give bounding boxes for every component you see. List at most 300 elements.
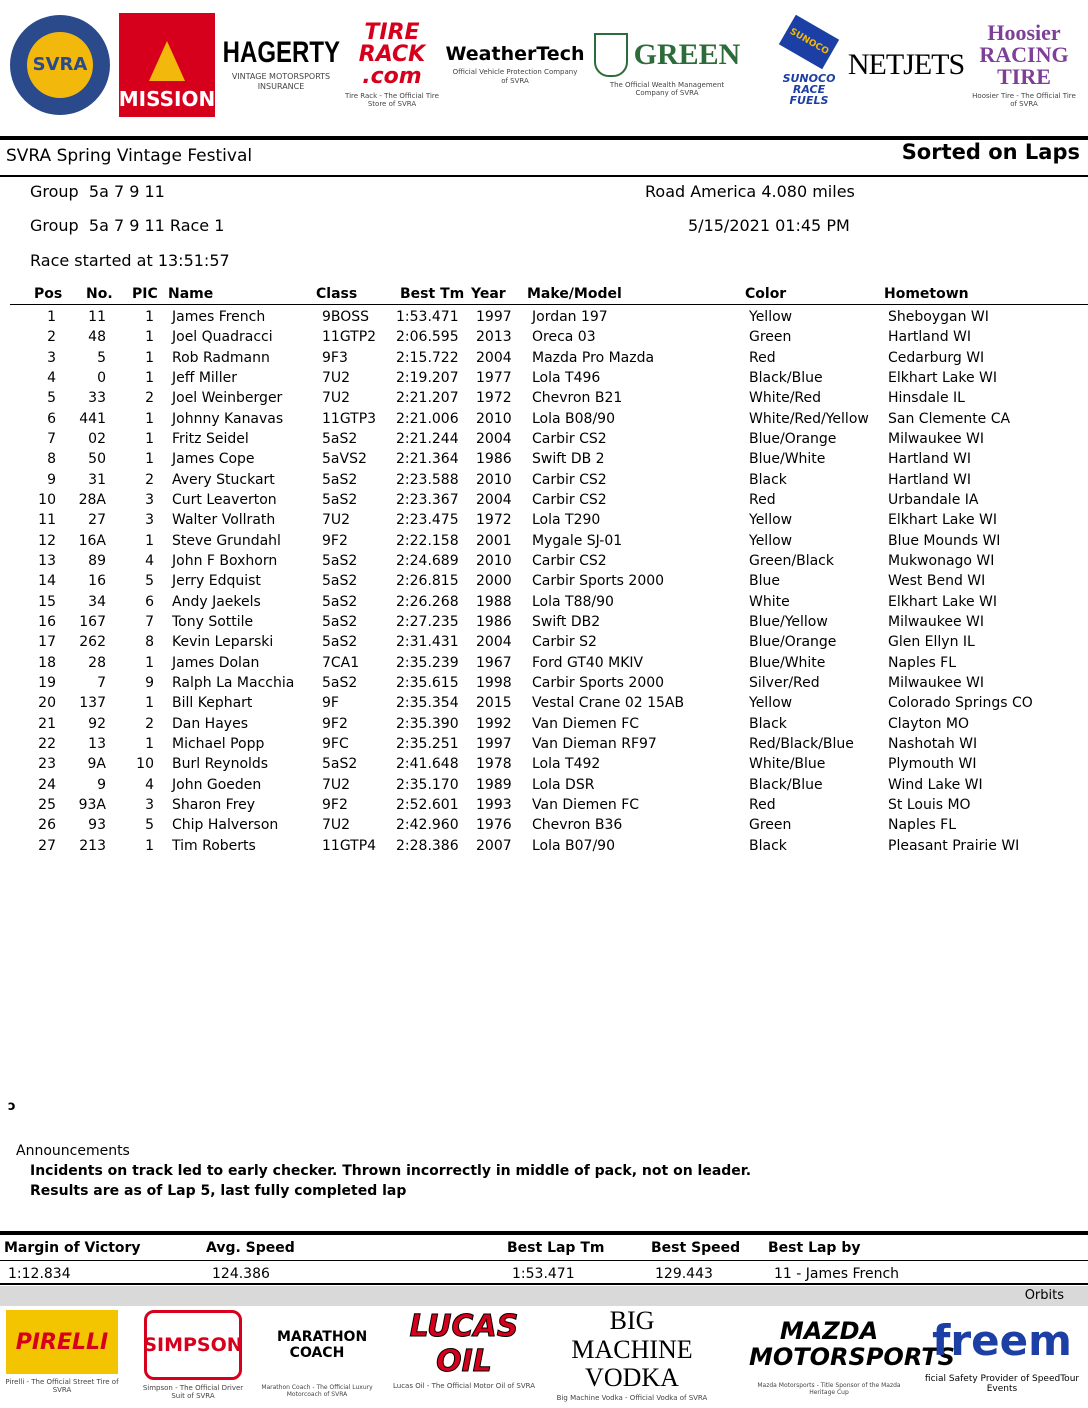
netjets-logo: NETJETS [847, 48, 965, 81]
color-cell: Blue/Yellow [749, 614, 828, 630]
class-cell: 9F2 [322, 533, 348, 549]
best-time-cell: 2:23.367 [396, 492, 459, 508]
make-model-cell: Carbir Sports 2000 [532, 573, 665, 589]
make-model-cell: Carbir Sports 2000 [532, 675, 665, 691]
pic-cell: 4 [145, 553, 154, 569]
year-cell: 1972 [476, 512, 512, 528]
best-time-cell: 2:27.235 [396, 614, 459, 630]
driver-name-cell: Joel Weinberger [172, 390, 283, 406]
table-row [0, 411, 1088, 431]
simpson-logo: SIMPSON Simpson - The Official Driver Suit of SVRA [138, 1310, 248, 1408]
lucas-oil-logo: LUCAS OIL Lucas Oil - The Official Motor Oil of SVRA [392, 1309, 536, 1390]
color-cell: Blue [749, 573, 780, 589]
car-number-cell: 441 [79, 411, 106, 427]
class-cell: 5aVS2 [322, 451, 367, 467]
make-model-cell: Lola T290 [532, 512, 601, 528]
car-number-cell: 93A [78, 797, 106, 813]
color-cell: Blue/Orange [749, 634, 837, 650]
make-model-cell: Lola T88/90 [532, 594, 614, 610]
best-speed-label: Best Speed [651, 1240, 741, 1256]
summary-bottom-rule [0, 1283, 1088, 1285]
class-cell: 9F2 [322, 797, 348, 813]
table-row [0, 573, 1088, 593]
hometown-cell: Naples FL [888, 655, 957, 671]
car-number-cell: 27 [88, 512, 106, 528]
color-cell: Red [749, 797, 776, 813]
class-cell: 5aS2 [322, 573, 358, 589]
pic-cell: 3 [145, 797, 154, 813]
hometown-cell: Blue Mounds WI [888, 533, 1001, 549]
table-row [0, 553, 1088, 573]
race-label: Group 5a 7 9 11 Race 1 [30, 216, 225, 235]
year-cell: 1972 [476, 390, 512, 406]
pic-cell: 1 [145, 695, 154, 711]
color-cell: Red/Black/Blue [749, 736, 854, 752]
make-model-cell: Carbir CS2 [532, 431, 607, 447]
best-time-cell: 2:35.615 [396, 675, 459, 691]
pic-cell: 3 [145, 492, 154, 508]
driver-name-cell: Dan Hayes [172, 716, 248, 732]
pic-cell: 1 [145, 838, 154, 854]
color-cell: Green [749, 817, 792, 833]
class-cell: 5aS2 [322, 614, 358, 630]
race-start-time: Race started at 13:51:57 [30, 251, 230, 270]
car-number-cell: 0 [97, 370, 106, 386]
make-model-cell: Lola B07/90 [532, 838, 615, 854]
best-time-cell: 2:35.239 [396, 655, 459, 671]
class-cell: 11GTP4 [322, 838, 377, 854]
pos-cell: 7 [47, 431, 56, 447]
best-time-cell: 1:53.471 [396, 309, 459, 325]
table-row [0, 492, 1088, 512]
class-cell: 5aS2 [322, 634, 358, 650]
color-cell: White/Red/Yellow [749, 411, 869, 427]
car-number-cell: 9A [87, 756, 106, 772]
year-cell: 1998 [476, 675, 512, 691]
best-time-cell: 2:41.648 [396, 756, 459, 772]
color-cell: Blue/White [749, 451, 826, 467]
pos-cell: 5 [47, 390, 56, 406]
hometown-cell: Glen Ellyn IL [888, 634, 975, 650]
pos-cell: 23 [38, 756, 56, 772]
table-row [0, 512, 1088, 532]
year-cell: 2004 [476, 431, 512, 447]
class-cell: 9FC [322, 736, 349, 752]
color-cell: Black [749, 472, 787, 488]
hometown-cell: Cedarburg WI [888, 350, 985, 366]
best-time-cell: 2:21.364 [396, 451, 459, 467]
summary-top-rule [0, 1231, 1088, 1235]
car-number-cell: 167 [79, 614, 106, 630]
best-time-cell: 2:52.601 [396, 797, 459, 813]
year-cell: 2013 [476, 329, 512, 345]
orbits-bar [0, 1286, 1088, 1306]
class-cell: 7U2 [322, 370, 351, 386]
table-row [0, 472, 1088, 492]
pos-cell: 4 [47, 370, 56, 386]
table-row [0, 756, 1088, 776]
year-cell: 1997 [476, 736, 512, 752]
driver-name-cell: Burl Reynolds [172, 756, 269, 772]
marathon-coach-logo: MARATHON COACH Marathon Coach - The Official Luxury Motorcoach of SVRA [261, 1329, 373, 1398]
color-cell: Green [749, 329, 792, 345]
car-number-cell: 31 [88, 472, 106, 488]
year-cell: 1967 [476, 655, 512, 671]
hometown-cell: Elkhart Lake WI [888, 594, 998, 610]
green-shield-icon [594, 33, 628, 77]
car-number-cell: 262 [79, 634, 106, 650]
year-cell: 2007 [476, 838, 512, 854]
table-row [0, 817, 1088, 837]
hometown-cell: Mukwonago WI [888, 553, 995, 569]
pic-cell: 6 [145, 594, 154, 610]
race-datetime: 5/15/2021 01:45 PM [688, 216, 850, 235]
mazda-logo: MAZDA MOTORSPORTS Mazda Motorsports - Title Sponsor of the Mazda Heritage Cup [749, 1316, 955, 1396]
best-time-cell: 2:23.475 [396, 512, 459, 528]
hometown-cell: West Bend WI [888, 573, 986, 589]
car-number-cell: 9 [97, 777, 106, 793]
car-number-cell: 92 [88, 716, 106, 732]
pos-cell: 9 [47, 472, 56, 488]
driver-name-cell: Andy Jaekels [172, 594, 261, 610]
driver-name-cell: Avery Stuckart [172, 472, 275, 488]
color-cell: Yellow [749, 533, 793, 549]
table-row [0, 309, 1088, 329]
color-cell: Red [749, 350, 776, 366]
car-number-cell: 48 [88, 329, 106, 345]
driver-name-cell: Chip Halverson [172, 817, 279, 833]
col-no: No. [86, 286, 113, 302]
driver-name-cell: Johnny Kanavas [172, 411, 284, 427]
table-row [0, 431, 1088, 451]
car-number-cell: 34 [88, 594, 106, 610]
hometown-cell: Urbandale IA [888, 492, 979, 508]
sunoco-logo: SUNOCO SUNOCO RACE FUELS [774, 0, 844, 130]
class-cell: 7U2 [322, 777, 351, 793]
year-cell: 2004 [476, 492, 512, 508]
make-model-cell: Chevron B36 [532, 817, 623, 833]
pirelli-logo: PIRELLI Pirelli - The Official Street Tire of SVRA [4, 1310, 120, 1408]
driver-name-cell: Sharon Frey [172, 797, 256, 813]
pic-cell: 7 [145, 614, 154, 630]
make-model-cell: Carbir CS2 [532, 553, 607, 569]
color-cell: Yellow [749, 309, 793, 325]
best-time-cell: 2:19.207 [396, 370, 459, 386]
make-model-cell: Carbir CS2 [532, 472, 607, 488]
class-cell: 7CA1 [322, 655, 360, 671]
table-row [0, 451, 1088, 471]
group-label: Group 5a 7 9 11 [30, 182, 165, 201]
best-time-cell: 2:22.158 [396, 533, 459, 549]
car-number-cell: 33 [88, 390, 106, 406]
track-label: Road America 4.080 miles [645, 182, 855, 201]
driver-name-cell: Michael Popp [172, 736, 265, 752]
pos-cell: 19 [38, 675, 56, 691]
pos-cell: 1 [47, 309, 56, 325]
pos-cell: 25 [38, 797, 56, 813]
best-lap-by-value: 11 - James French [774, 1266, 900, 1282]
col-hometown: Hometown [884, 286, 969, 302]
hometown-cell: Naples FL [888, 817, 957, 833]
pic-cell: 1 [145, 411, 154, 427]
make-model-cell: Oreca 03 [532, 329, 596, 345]
hometown-cell: Colorado Springs CO [888, 695, 1033, 711]
pic-cell: 1 [145, 329, 154, 345]
tire-rack-logo: TIRE RACK .com Tire Rack - The Official Tire Store of SVRA [345, 19, 439, 108]
make-model-cell: Ford GT40 MKIV [532, 655, 644, 671]
pic-cell: 2 [145, 390, 154, 406]
driver-name-cell: Bill Kephart [172, 695, 253, 711]
driver-name-cell: James Dolan [172, 655, 260, 671]
weathertech-logo: WeatherTech Official Vehicle Protection Company of SVRA [445, 43, 585, 85]
hometown-cell: Plymouth WI [888, 756, 977, 772]
hometown-cell: Hartland WI [888, 472, 972, 488]
year-cell: 1988 [476, 594, 512, 610]
driver-name-cell: Kevin Leparski [172, 634, 274, 650]
col-best: Best Tm [400, 286, 465, 302]
make-model-cell: Swift DB2 [532, 614, 601, 630]
pic-cell: 5 [145, 573, 154, 589]
avg-speed-value: 124.386 [212, 1266, 270, 1282]
hoosier-logo: Hoosier RACING TIRE Hoosier Tire - The Official Tire of SVRA [972, 19, 1076, 108]
best-time-cell: 2:28.386 [396, 838, 459, 854]
color-cell: Red [749, 492, 776, 508]
best-time-cell: 2:15.722 [396, 350, 459, 366]
hagerty-logo: HAGERTY VINTAGE MOTORSPORTS INSURANCE [222, 36, 340, 91]
best-time-cell: 2:21.244 [396, 431, 459, 447]
driver-name-cell: Jerry Edquist [172, 573, 261, 589]
driver-name-cell: Steve Grundahl [172, 533, 281, 549]
best-time-cell: 2:42.960 [396, 817, 459, 833]
driver-name-cell: Joel Quadracci [172, 329, 273, 345]
table-row [0, 675, 1088, 695]
pos-cell: 20 [38, 695, 56, 711]
pos-cell: 3 [47, 350, 56, 366]
announcement-line-1: Incidents on track led to early checker. Thrown incorrectly in middle of pack, not on leader. [30, 1163, 752, 1179]
car-number-cell: 16A [78, 533, 106, 549]
hometown-cell: San Clemente CA [888, 411, 1011, 427]
orbits-label: Orbits [1024, 1288, 1064, 1303]
make-model-cell: Van Diemen FC [532, 716, 640, 732]
table-row [0, 655, 1088, 675]
table-row [0, 329, 1088, 349]
best-time-cell: 2:35.354 [396, 695, 459, 711]
year-cell: 2001 [476, 533, 512, 549]
color-cell: Black [749, 838, 787, 854]
pic-cell: 1 [145, 350, 154, 366]
color-cell: White/Red [749, 390, 822, 406]
best-time-cell: 2:24.689 [396, 553, 459, 569]
best-time-cell: 2:21.006 [396, 411, 459, 427]
best-time-cell: 2:35.390 [396, 716, 459, 732]
best-time-cell: 2:31.431 [396, 634, 459, 650]
pic-cell: 2 [145, 716, 154, 732]
car-number-cell: 28 [88, 655, 106, 671]
year-cell: 2010 [476, 553, 512, 569]
table-row [0, 716, 1088, 736]
hometown-cell: Sheboygan WI [888, 309, 989, 325]
best-lap-time-value: 1:53.471 [512, 1266, 575, 1282]
title-rule [0, 175, 1088, 177]
pic-cell: 1 [145, 309, 154, 325]
color-cell: Silver/Red [749, 675, 820, 691]
table-row [0, 614, 1088, 634]
class-cell: 5aS2 [322, 553, 358, 569]
make-model-cell: Jordan 197 [532, 309, 608, 325]
announcements-title: Announcements [16, 1143, 130, 1159]
stray-mark: ɔ [8, 1099, 16, 1114]
pos-cell: 15 [38, 594, 56, 610]
table-row [0, 533, 1088, 553]
year-cell: 2004 [476, 634, 512, 650]
pic-cell: 5 [145, 817, 154, 833]
year-cell: 1989 [476, 777, 512, 793]
make-model-cell: Van Dieman RF97 [532, 736, 657, 752]
class-cell: 5aS2 [322, 756, 358, 772]
class-cell: 5aS2 [322, 492, 358, 508]
make-model-cell: Carbir S2 [532, 634, 597, 650]
margin-of-victory-label: Margin of Victory [4, 1240, 141, 1256]
freem-logo: freem ficial Safety Provider of SpeedTour Events [924, 1315, 1080, 1394]
hometown-cell: Hartland WI [888, 329, 972, 345]
col-color: Color [745, 286, 787, 302]
event-title: SVRA Spring Vintage Festival [6, 146, 253, 166]
pos-cell: 18 [38, 655, 56, 671]
pos-cell: 12 [38, 533, 56, 549]
pic-cell: 1 [145, 655, 154, 671]
color-cell: Blue/White [749, 655, 826, 671]
color-cell: Blue/Orange [749, 431, 837, 447]
pos-cell: 13 [38, 553, 56, 569]
make-model-cell: Lola T496 [532, 370, 601, 386]
car-number-cell: 7 [97, 675, 106, 691]
pos-cell: 21 [38, 716, 56, 732]
table-row [0, 777, 1088, 797]
pic-cell: 1 [145, 431, 154, 447]
year-cell: 2015 [476, 695, 512, 711]
class-cell: 5aS2 [322, 431, 358, 447]
best-time-cell: 2:35.170 [396, 777, 459, 793]
table-row [0, 350, 1088, 370]
car-number-cell: 13 [88, 736, 106, 752]
hometown-cell: Milwaukee WI [888, 614, 985, 630]
table-row [0, 736, 1088, 756]
color-cell: Black [749, 716, 787, 732]
year-cell: 2010 [476, 411, 512, 427]
pos-cell: 17 [38, 634, 56, 650]
color-cell: Yellow [749, 512, 793, 528]
car-number-cell: 16 [88, 573, 106, 589]
year-cell: 1976 [476, 817, 512, 833]
color-cell: Black/Blue [749, 777, 823, 793]
best-time-cell: 2:26.815 [396, 573, 459, 589]
table-row [0, 390, 1088, 410]
hometown-cell: Pleasant Prairie WI [888, 838, 1020, 854]
col-name: Name [168, 286, 214, 302]
table-row [0, 634, 1088, 654]
pic-cell: 9 [145, 675, 154, 691]
avg-speed-label: Avg. Speed [206, 1240, 295, 1256]
hometown-cell: Milwaukee WI [888, 431, 985, 447]
year-cell: 1977 [476, 370, 512, 386]
make-model-cell: Lola DSR [532, 777, 595, 793]
make-model-cell: Lola B08/90 [532, 411, 615, 427]
make-model-cell: Mazda Pro Mazda [532, 350, 655, 366]
class-cell: 7U2 [322, 512, 351, 528]
table-row [0, 370, 1088, 390]
make-model-cell: Carbir CS2 [532, 492, 607, 508]
table-row [0, 838, 1088, 858]
pic-cell: 1 [145, 370, 154, 386]
driver-name-cell: Fritz Seidel [172, 431, 249, 447]
color-cell: Green/Black [749, 553, 834, 569]
summary-mid-rule [0, 1260, 1088, 1261]
sort-label: Sorted on Laps [901, 140, 1080, 164]
car-number-cell: 137 [79, 695, 106, 711]
make-model-cell: Vestal Crane 02 15AB [532, 695, 685, 711]
class-cell: 5aS2 [322, 675, 358, 691]
pic-cell: 10 [136, 756, 154, 772]
col-make: Make/Model [527, 286, 622, 302]
pos-cell: 22 [38, 736, 56, 752]
best-time-cell: 2:26.268 [396, 594, 459, 610]
car-number-cell: 11 [88, 309, 106, 325]
table-row [0, 594, 1088, 614]
driver-name-cell: James Cope [172, 451, 255, 467]
best-time-cell: 2:21.207 [396, 390, 459, 406]
color-cell: White [749, 594, 790, 610]
col-year: Year [471, 286, 506, 302]
table-row [0, 695, 1088, 715]
year-cell: 1993 [476, 797, 512, 813]
driver-name-cell: Curt Leaverton [172, 492, 277, 508]
class-cell: 9F3 [322, 350, 348, 366]
car-number-cell: 213 [79, 838, 106, 854]
make-model-cell: Chevron B21 [532, 390, 623, 406]
table-row [0, 797, 1088, 817]
hometown-cell: Elkhart Lake WI [888, 512, 998, 528]
pic-cell: 8 [145, 634, 154, 650]
pos-cell: 16 [38, 614, 56, 630]
driver-name-cell: Ralph La Macchia [172, 675, 295, 691]
col-class: Class [316, 286, 358, 302]
class-cell: 7U2 [322, 817, 351, 833]
class-cell: 11GTP2 [322, 329, 377, 345]
make-model-cell: Swift DB 2 [532, 451, 605, 467]
class-cell: 5aS2 [322, 472, 358, 488]
class-cell: 9F [322, 695, 339, 711]
best-lap-by-label: Best Lap by [768, 1240, 861, 1256]
best-time-cell: 2:35.251 [396, 736, 459, 752]
hometown-cell: St Louis MO [888, 797, 971, 813]
results-header-rule [10, 304, 1088, 305]
year-cell: 2000 [476, 573, 512, 589]
year-cell: 2004 [476, 350, 512, 366]
pos-cell: 2 [47, 329, 56, 345]
car-number-cell: 50 [88, 451, 106, 467]
driver-name-cell: Jeff Miller [172, 370, 237, 386]
driver-name-cell: Tim Roberts [172, 838, 256, 854]
driver-name-cell: John F Boxhorn [172, 553, 278, 569]
color-cell: Yellow [749, 695, 793, 711]
year-cell: 1978 [476, 756, 512, 772]
pic-cell: 1 [145, 533, 154, 549]
col-pos: Pos [34, 286, 63, 302]
pos-cell: 8 [47, 451, 56, 467]
hometown-cell: Hartland WI [888, 451, 972, 467]
pos-cell: 14 [38, 573, 56, 589]
best-speed-value: 129.443 [655, 1266, 713, 1282]
